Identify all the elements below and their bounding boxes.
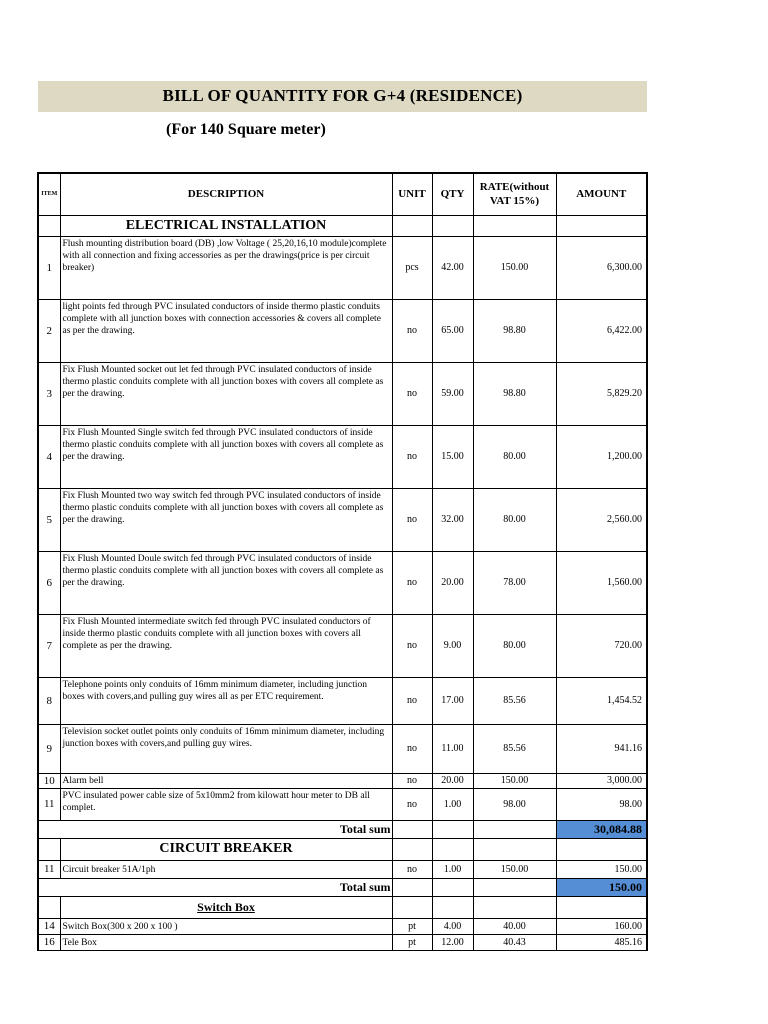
table-row: 5 Fix Flush Mounted two way switch fed through PVC insulated conductors of inside thermo plastic conduits complete with all junction boxes with covers all complete as per the drawing. no 32.00 80.00 2,560.00 xyxy=(38,488,647,551)
header-row xyxy=(38,173,647,215)
header-amount: AMOUNT xyxy=(556,173,647,215)
document-title: BILL OF QUANTITY FOR G+4 (RESIDENCE) xyxy=(162,86,523,105)
section-row-switch-box xyxy=(38,896,647,918)
header-description: DESCRIPTION xyxy=(60,173,392,215)
table-row: 16 Tele Box pt 12.00 40.43 485.16 xyxy=(38,934,647,950)
total-label: Total sum xyxy=(60,820,392,838)
table-row: 11 Circuit breaker 51A/1ph no 1.00 150.00 150.00 xyxy=(38,860,647,878)
section-title-electrical: ELECTRICAL INSTALLATION xyxy=(60,215,392,236)
table-row: 14 Switch Box(300 x 200 x 100 ) pt 4.00 40.00 160.00 xyxy=(38,918,647,934)
table-row: 2 light points fed through PVC insulated conductors of inside thermo plastic conduits complete with all junction boxes with connection accessories & covers all complete as per the drawing. no 65.00 98.80 6,422.00 xyxy=(38,299,647,362)
table-row: 10 Alarm bell no 20.00 150.00 3,000.00 xyxy=(38,773,647,788)
table-row: 11 PVC insulated power cable size of 5x10mm2 from kilowatt hour meter to DB all complet. no 1.00 98.00 98.00 xyxy=(38,788,647,820)
table-row: 3 Fix Flush Mounted socket out let fed through PVC insulated conductors of inside thermo plastic conduits complete with all junction boxes with covers all complete as per the drawing. no 59.00 98.80 5,829.20 xyxy=(38,362,647,425)
total-value-circuit-breaker: 150.00 xyxy=(556,878,647,896)
header-qty: QTY xyxy=(432,173,473,215)
table-row: 1 Flush mounting distribution board (DB) ,low Voltage ( 25,20,16,10 module)complete with all connection and fixing accessories as per the drawings(price is per circuit breaker) pcs 42.00 150.00 6,300.00 xyxy=(38,236,647,299)
total-value-electrical: 30,084.88 xyxy=(556,820,647,838)
table-row: 9 Television socket outlet points only conduits of 16mm minimum diameter, including junction boxes with covers,and pulling guy wires. no 11.00 85.56 941.16 xyxy=(38,724,647,773)
header-unit: UNIT xyxy=(392,173,432,215)
section-row-circuit-breaker xyxy=(38,838,647,860)
section-title-switch-box: Switch Box xyxy=(60,896,392,918)
header-rate: RATE(without VAT 15%) xyxy=(473,173,556,215)
section-row-electrical xyxy=(38,215,647,236)
header-item: ITEM xyxy=(38,173,60,215)
total-label: Total sum xyxy=(60,878,392,896)
section-title-circuit-breaker: CIRCUIT BREAKER xyxy=(60,838,392,860)
table-row: 8 Telephone points only conduits of 16mm minimum diameter, including junction boxes with covers,and pulling guy wires all as per ETC requirement. no 17.00 85.56 1,454.52 xyxy=(38,677,647,724)
document-subtitle: (For 140 Square meter) xyxy=(166,121,326,138)
total-row-circuit-breaker xyxy=(38,878,647,896)
total-row-electrical xyxy=(38,820,647,838)
boq-table xyxy=(37,172,648,951)
table-row: 6 Fix Flush Mounted Doule switch fed through PVC insulated conductors of inside thermo plastic conduits complete with all junction boxes with covers all complete as per the drawing. no 20.00 78.00 1,560.00 xyxy=(38,551,647,614)
table-row: 4 Fix Flush Mounted Single switch fed through PVC insulated conductors of inside thermo plastic conduits complete with all junction boxes with covers all complete as per the drawing. no 15.00 80.00 1,200.00 xyxy=(38,425,647,488)
table-row: 7 Fix Flush Mounted intermediate switch fed through PVC insulated conductors of inside thermo plastic conduits complete with all junction boxes with covers all complete as per the drawing. no 9.00 80.00 720.00 xyxy=(38,614,647,677)
